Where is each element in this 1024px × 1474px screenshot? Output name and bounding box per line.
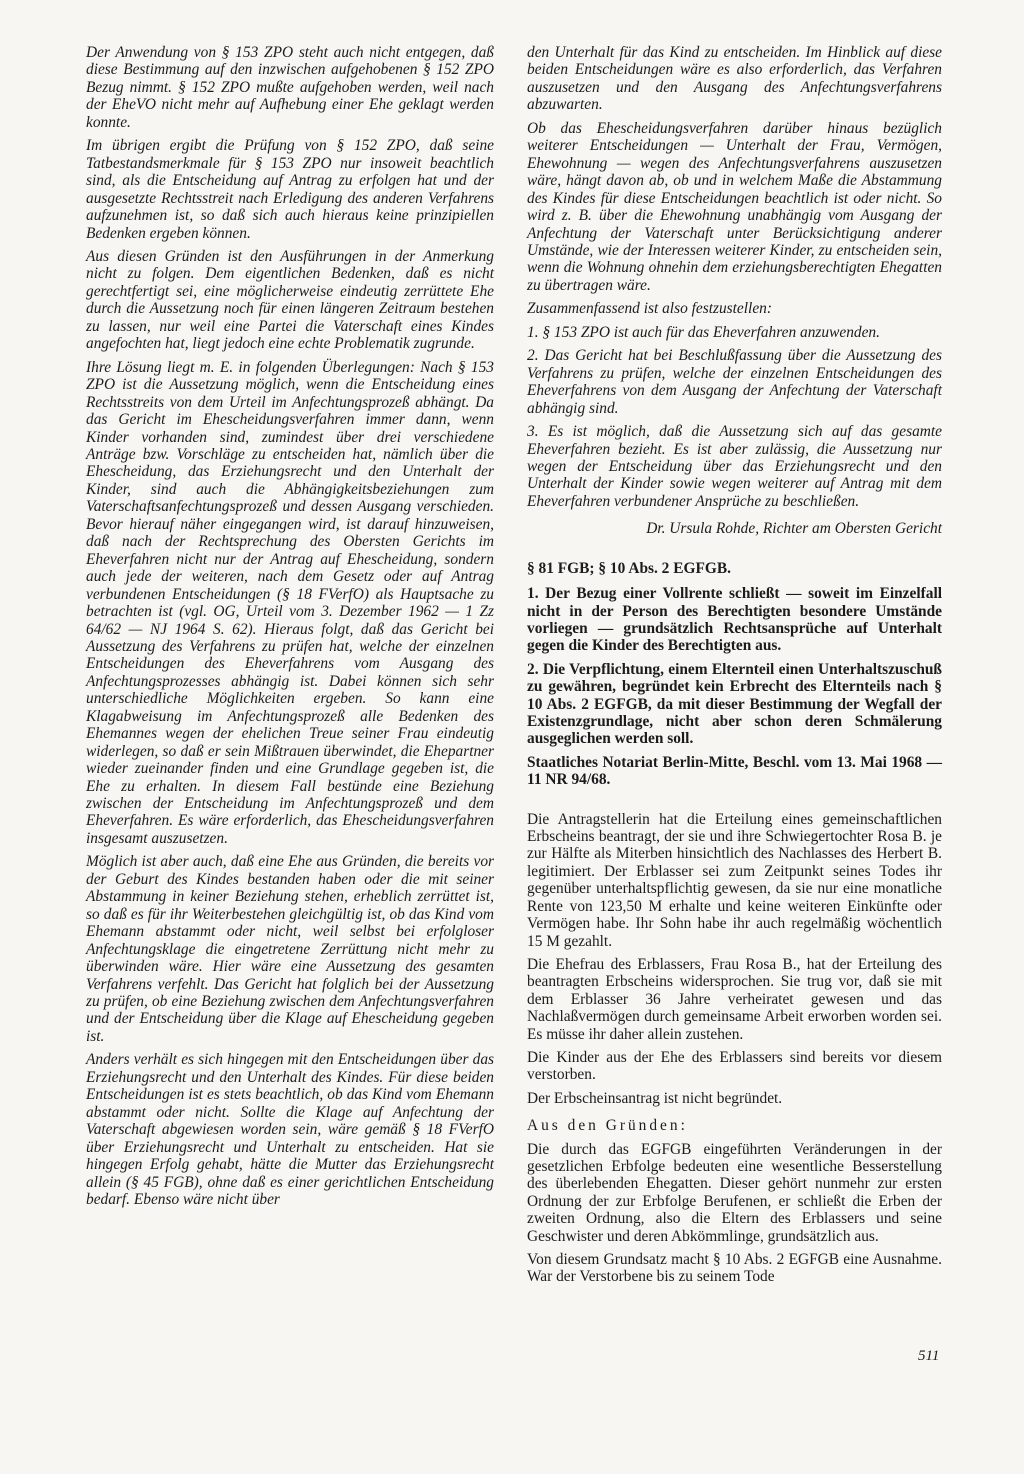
paragraph: Anders verhält es sich hingegen mit den Entscheidungen über das Erziehungsrecht und den Unterhalt des Kindes. Für diese beiden Entscheidungen ist es stets beachtlich, ob das Kind vom Ehemann abstammt oder nicht. Sollte die Klage auf Anfechtung der Vaterschaft abgewiesen worden sein, wäre gemäß § 18 FVerfO über Erziehungsrecht und Unterhalt zu entscheiden. Hat sie hingegen Erfolg gehabt, hätte die Mutter das Erziehungsrecht allein (§ 45 FGB), ohne daß es einer gerichtlichen Entscheidung bedarf. Ebenso wäre nicht über <box>86 1051 494 1208</box>
conclusion-item: 1. § 153 ZPO ist auch für das Eheverfahren anzuwenden. <box>527 323 880 341</box>
case-heading: § 81 FGB; § 10 Abs. 2 EGFGB. <box>527 559 731 577</box>
conclusion-item: 3. Es ist möglich, daß die Aussetzung sich auf das gesamte Eheverfahren bezieht. Es ist aber zulässig, die Aussetzung nur wegen der Entscheidung über das Erziehungsrecht und den Unterhalt der Kinder sowie wegen weiterer auf Antrag mit dem Eheverfahren verbundener Ansprüche zu beschließen. <box>527 423 942 510</box>
facts-paragraph: Die Ehefrau des Erblassers, Frau Rosa B., hat der Erteilung des beantragten Erbscheins widersprochen. Sie trug vor, daß sie mit dem Erblasser 36 Jahre verheiratet gewesen und das Nachlaßvermögen durch gemeinsame Arbeit erworben worden sei. Es müsse ihr daher allein zustehen. <box>527 955 942 1043</box>
facts-paragraph: Der Erbscheinsantrag ist nicht begründet. <box>527 1089 783 1107</box>
reasons-heading: Aus den Gründen: <box>527 1117 688 1135</box>
paragraph: Zusammenfassend ist also festzustellen: <box>527 300 772 318</box>
paragraph: Aus diesen Gründen ist den Ausführungen in der Anmerkung nicht zu folgen. Dem eigentlichen Bedenken, daß es nicht gerechtfertigt sei, eine möglicherweise eindeutig zerrüttete Ehe durch die Aussetzung noch für einen längeren Zeitraum bestehen zu lassen, nur weil eine Partei die Vaterschaft eines Kindes angefochten hat, liegt jedoch eine echte Problematik zugrunde. <box>86 247 494 353</box>
headnote: 2. Die Verpflichtung, einem Elternteil einen Unterhaltszuschuß zu gewähren, begründet kein Erbrecht des Elternteils nach § 10 Abs. 2 EGFGB, da mit dieser Bestimmung der Wegfall der Existenzgrundlage, nicht aber schon deren Schmälerung ausgeglichen werden soll. <box>527 660 942 748</box>
right-column <box>527 44 942 1292</box>
paragraph: Ihre Lösung liegt m. E. in folgenden Überlegungen: Nach § 153 ZPO ist die Aussetzung möglich, wenn die Entscheidung eines Rechtsstreits von dem Urteil im Anfechtungsprozeß abhängt. Da das Gericht im Ehescheidungsverfahren immer dann, wenn Kinder vorhanden sind, zumindest über drei verschiedene Anträge bzw. Vorschläge zu entscheiden hat, nämlich über die Ehescheidung, das Erziehungsrecht und den Unterhalt der Kinder, sind auch die Abhängigkeitsbeziehungen zum Vaterschaftsanfechtungsprozeß und dessen Ausgang verschieden. Bevor hierauf näher eingegangen wird, ist darauf hinzuweisen, daß nach der Rechtsprechung des Obersten Gerichts im Eheverfahren nicht nur der Antrag auf Ehescheidung, sondern auch jede der weiteren, nach dem Gesetz oder auf Antrag verbundenen Entscheidungen (§ 18 FVerfO) als Hauptsache zu betrachten ist (vgl. OG, Urteil vom 3. Dezember 1962 — 1 Zz 64/62 — NJ 1964 S. 62). Hieraus folgt, daß das Gericht bei Aussetzung des Verfahrens zu prüfen hat, welche der einzelnen Entscheidungen des Eheverfahrens vom Ausgang des Anfechtungsprozesses abhängig ist. Dabei können sich sehr unterschiedliche Möglichkeiten ergeben. So kann eine Klagabweisung im Anfechtungsprozeß alle Bedenken des Ehemannes wegen der ehelichen Treue seiner Frau eindeutig widerlegen, so daß er sein Mißtrauen überwindet, die Ehepartner wieder zueinander finden und eine Grundlage gegeben ist, die Ehe zu erhalten. In diesem Fall bestünde eine Beziehung zwischen der Entscheidung im Anfechtungsprozeß und dem Eheverfahren. Es wäre erforderlich, das Ehescheidungsverfahren insgesamt auszusetzen. <box>86 358 494 847</box>
paragraph: den Unterhalt für das Kind zu entscheiden. Im Hinblick auf diese beiden Entscheidungen wäre es also erforderlich, das Verfahren auszusetzen und den Ausgang des Anfechtungsverfahrens abzuwarten. <box>527 44 942 114</box>
page-number: 511 <box>918 1348 940 1364</box>
reasons-paragraph: Von diesem Grundsatz macht § 10 Abs. 2 EGFGB eine Ausnahme. War der Verstorbene bis zu seinem Tode <box>527 1251 942 1286</box>
reasons-paragraph: Die durch das EGFGB eingeführten Veränderungen in der gesetzlichen Erbfolge bedeuten eine wesentliche Besserstellung des überlebenden Ehegatten. Dieser gehört nunmehr zur ersten Ordnung der zur Erbfolge Berufenen, er schließt die Erben der zweiten Ordnung, also die Eltern des Erblassers und seine Geschwister und deren Abkömmlinge, grundsätzlich aus. <box>527 1140 942 1245</box>
paragraph: Ob das Ehescheidungsverfahren darüber hinaus bezüglich weiterer Entscheidungen — Unterhalt der Frau, Vermögen, Ehewohnung — wegen des Anfechtungsverfahrens auszusetzen wäre, hängt davon ab, ob und in welchem Maße die Abstammung des Kindes für diese Entscheidungen beachtlich ist oder nicht. So wird z. B. über die Ehewohnung unabhängig vom Ausgang der Anfechtung der Vaterschaft unter Berücksichtigung anderer Umstände, wie der Interessen weiterer Kinder, zu entscheiden sein, wenn die Wohnung ohnehin dem erziehungsberechtigten Ehegatten zu übertragen wäre. <box>527 119 942 294</box>
court-citation: Staatliches Notariat Berlin-Mitte, Beschl. vom 13. Mai 1968 — 11 NR 94/68. <box>527 753 942 789</box>
author-signature: Dr. Ursula Rohde, Richter am Obersten Gericht <box>646 520 942 538</box>
headnote: 1. Der Bezug einer Vollrente schließt — soweit im Einzelfall nicht in der Person des Berechtigten besondere Umstände vorliegen — grundsätzlich Rechtsansprüche auf Unterhalt gegen die Kinder des Berechtigten aus. <box>527 585 942 655</box>
paragraph: Der Anwendung von § 153 ZPO steht auch nicht entgegen, daß diese Bestimmung auf den inzwischen aufgehobenen § 152 ZPO Bezug nimmt. § 152 ZPO mußte aufgehoben werden, weil nach der EheVO nicht mehr auf Aufhebung einer Ehe geklagt werden konnte. <box>86 44 494 131</box>
facts-paragraph: Die Antragstellerin hat die Erteilung eines gemeinschaftlichen Erbscheins beantragt, der sie und ihre Schwiegertochter Rosa B. je zur Hälfte als Miterben hinsichtlich des Nachlasses des Herbert B. legitimiert. Der Erblasser sei zum Zeitpunkt seines Todes ihr gegenüber unterhaltspflichtig gewesen, da sie nur eine monatliche Rente von 123,50 M erhalte und keine weiteren Einkünfte oder Vermögen habe. Ihr Sohn habe ihr auch regelmäßig wöchentlich 15 M gezahlt. <box>527 810 942 950</box>
left-column <box>86 44 494 1214</box>
conclusion-item: 2. Das Gericht hat bei Beschlußfassung über die Aussetzung des Verfahrens zu prüfen, welche der einzelnen Entscheidungen des Eheverfahrens von dem Ausgang der Anfechtung der Vaterschaft abhängig sind. <box>527 347 942 417</box>
paragraph: Im übrigen ergibt die Prüfung von § 152 ZPO, daß seine Tatbestandsmerkmale für § 153 ZPO nur insoweit beachtlich sind, als die Entscheidung auf Antrag zu erfolgen hat und der ausgesetzte Rechtsstreit nach Erledigung des anderen Verfahrens aufzunehmen ist, so daß sich auch hieraus keine prinzipiellen Bedenken ergeben können. <box>86 137 494 242</box>
facts-paragraph: Die Kinder aus der Ehe des Erblassers sind bereits vor diesem verstorben. <box>527 1048 942 1084</box>
paragraph: Möglich ist aber auch, daß eine Ehe aus Gründen, die bereits vor der Geburt des Kindes bestanden haben oder die mit seiner Abstammung in keiner Beziehung stehen, erheblich zerrüttet ist, so daß es für ihr Weiterbestehen gleichgültig ist, ob das Kind vom Ehemann abstammt oder nicht, weil selbst bei erfolgloser Anfechtungsklage die eingetretene Zerrüttung nicht mehr zu überwinden wäre. Hier wäre eine Aussetzung des gesamten Verfahrens verfehlt. Das Gericht hat folglich bei der Aussetzung zu prüfen, ob eine Beziehung zwischen dem Anfechtungsverfahren und der Entscheidung über die Klage auf Ehescheidung gegeben ist. <box>86 853 494 1045</box>
